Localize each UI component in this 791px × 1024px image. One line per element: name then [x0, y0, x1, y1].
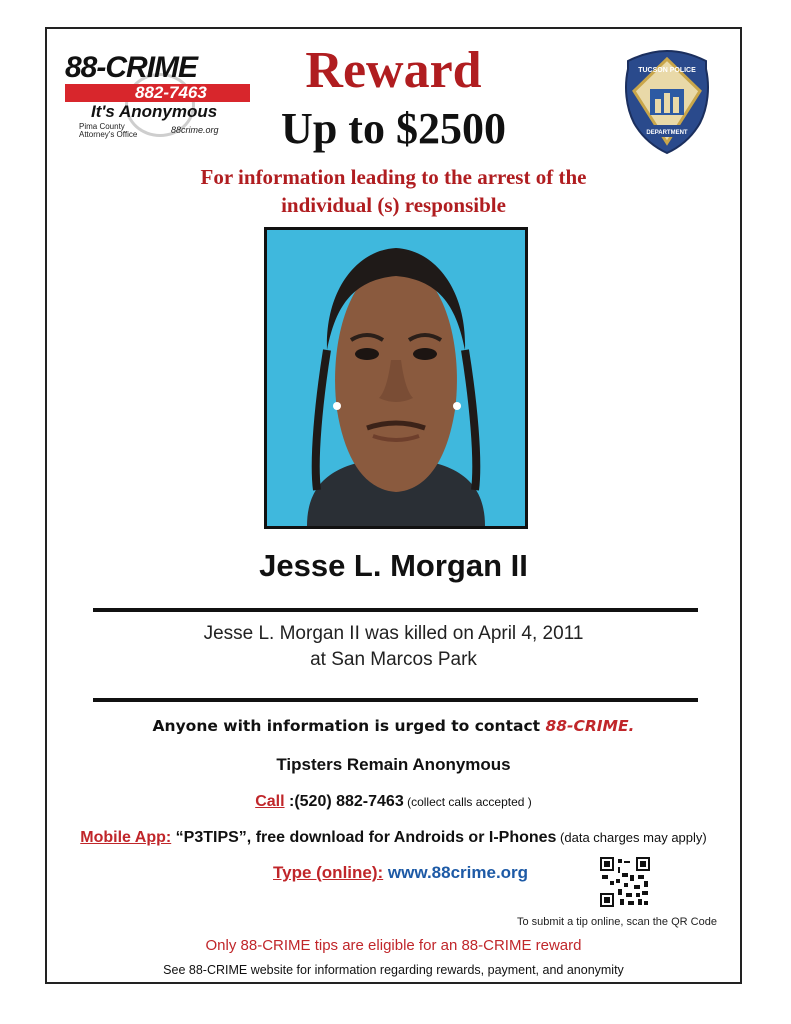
victim-detail — [47, 621, 740, 673]
divider-top — [93, 608, 698, 612]
logo-title: 88-CRIME — [65, 51, 198, 84]
qr-code-icon[interactable] — [600, 857, 650, 907]
logo-phone: 882-7463 — [135, 83, 207, 102]
call-note: (collect calls accepted ) — [403, 795, 532, 809]
victim-detail-line2: at San Marcos Park — [310, 649, 477, 670]
logo-site: 88crime.org — [171, 125, 219, 135]
victim-photo — [264, 227, 528, 529]
reward-info — [47, 163, 740, 219]
mobile-label: Mobile App: — [80, 829, 172, 846]
type-url-link[interactable]: www.88crime.org — [383, 863, 529, 882]
reward-info-line1: For information leading to the arrest of the — [200, 165, 587, 189]
call-sep: : — [284, 793, 295, 810]
logo-sponsor-line2: Attorney's Office — [79, 130, 138, 139]
badge-bottom-text: DEPARTMENT — [646, 130, 688, 136]
badge-top-text: TUCSON POLICE — [638, 67, 696, 74]
mobile-text: “P3TIPS”, free download for Androids or I-Phones — [171, 829, 557, 846]
reward-amount: Up to $2500 — [281, 104, 506, 153]
qr-note: To submit a tip online, scan the QR Code — [517, 916, 717, 928]
call-line — [47, 793, 740, 811]
contact-urge-highlight: 88-CRIME. — [545, 717, 635, 735]
logo-tagline: It's Anonymous — [91, 102, 218, 121]
divider-bottom — [93, 698, 698, 702]
contact-urge — [47, 717, 740, 735]
mobile-app-line — [47, 829, 740, 847]
type-online-line — [273, 863, 528, 883]
call-label: Call — [255, 793, 285, 810]
logo-sponsor-line1: Pima County — [79, 122, 125, 131]
victim-detail-line1: Jesse L. Morgan II was killed on April 4, 2011 — [203, 623, 584, 644]
call-number[interactable]: (520) 882-7463 — [294, 793, 404, 810]
website-note: See 88-CRIME website for information regarding rewards, payment, and anonymity — [163, 963, 624, 977]
eligibility-note: Only 88-CRIME tips are eligible for an 88-CRIME reward — [205, 937, 582, 954]
reward-poster — [45, 27, 742, 984]
reward-info-line2: individual (s) responsible — [281, 193, 506, 217]
victim-name: Jesse L. Morgan II — [259, 548, 528, 583]
contact-urge-text: Anyone with information is urged to contact — [152, 717, 546, 735]
type-label: Type (online): — [273, 863, 384, 882]
tipsters-anonymous: Tipsters Remain Anonymous — [276, 755, 511, 774]
reward-heading: Reward — [305, 42, 482, 99]
portrait-image — [267, 230, 525, 526]
mobile-note: (data charges may apply) — [556, 830, 707, 845]
